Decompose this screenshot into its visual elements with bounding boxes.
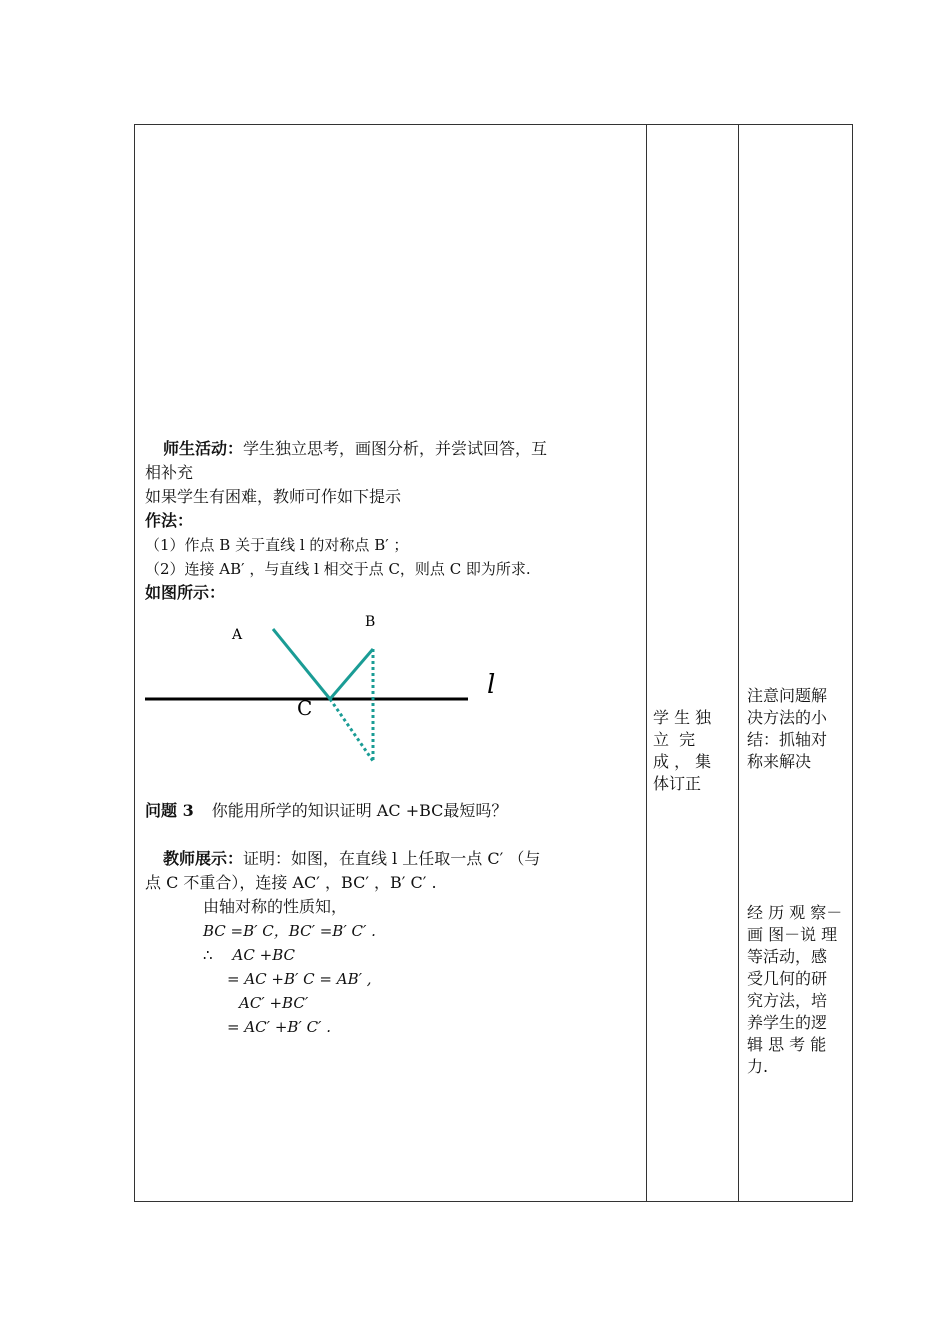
point-b-label: B [365,614,376,630]
intent-line: 注意问题解 [747,686,828,705]
line-l-label: l [487,670,496,700]
question-3 [145,799,640,823]
teacher-line6: = AC +B′ C = AB′ , [227,970,372,988]
student-column [653,707,735,795]
hint-text: 如果学生有困难，教师可作如下提示 [145,487,402,506]
teacher-line7: AC′ +BC′ [239,994,309,1012]
column-divider-2 [738,125,739,1201]
intent-line: 辑 思 考 能 [747,1035,827,1054]
point-c-label: C [297,696,313,720]
segment-cb [330,649,373,699]
activity-line2: 相补充 [145,463,194,482]
intent-line: 养学生的逻 [747,1013,828,1032]
method-step-1: （1）作点 B 关于直线 l 的对称点 B′ ； [145,536,409,554]
method-heading: 作法： [145,511,194,530]
teacher-line8: = AC′ +B′ C′ . [227,1018,332,1036]
activity-line1 [145,437,640,461]
segment-cb-prime [330,699,373,761]
intent-line: 经 历 观 察－ [747,903,843,922]
student-line: 立 完 [653,730,696,749]
teacher-line3: 由轴对称的性质知， [203,897,348,916]
intent-line: 究方法，培 [747,991,828,1010]
lesson-table [134,124,853,1202]
figure-heading: 如图所示： [145,583,226,602]
student-line: 体订正 [653,774,702,793]
intent-line: 结：抓轴对 [747,730,828,749]
intent-note-2 [747,902,845,1078]
intent-line: 决方法的小 [747,708,828,727]
reflection-figure [145,605,640,783]
activity-heading: 师生活动： [163,439,244,458]
teacher-line5-text: AC +BC [232,946,295,964]
intent-line: 画 图－说 理 [747,925,838,944]
activity-text: 学生独立思考，画图分析，并尝试回答，互 [243,439,548,458]
column-divider-1 [646,125,647,1201]
therefore-symbol: ∴ [203,946,213,964]
intent-line: 受几何的研 [747,969,828,988]
segment-ac [273,629,330,699]
teacher-line4: BC =B′ C，BC′ =B′ C′ . [203,922,376,940]
content-column [145,437,640,1039]
student-line: 成 ， 集 [653,752,712,771]
teacher-proof-start: 证明：如图，在直线 l 上任取一点 C′ （与 [243,849,541,868]
intent-note-1 [747,685,845,773]
question-3-label: 问题 3 [145,801,194,820]
student-line: 学 生 独 [653,708,712,727]
intent-line: 力. [747,1057,769,1076]
method-step-2: （2）连接 AB′ ，与直线 l 相交于点 C，则点 C 即为所求. [145,560,531,578]
point-a-label: A [232,627,243,643]
question-3-text: 你能用所学的知识证明 AC +BC最短吗？ [211,801,508,820]
intent-line: 称来解决 [747,752,812,771]
intent-line: 等活动，感 [747,947,828,966]
teacher-line1 [145,847,640,871]
teacher-line5 [145,943,640,967]
teacher-heading: 教师展示： [163,849,244,868]
teacher-line2: 点 C 不重合），连接 AC′ ，BC′ ，B′ C′ . [145,873,437,892]
